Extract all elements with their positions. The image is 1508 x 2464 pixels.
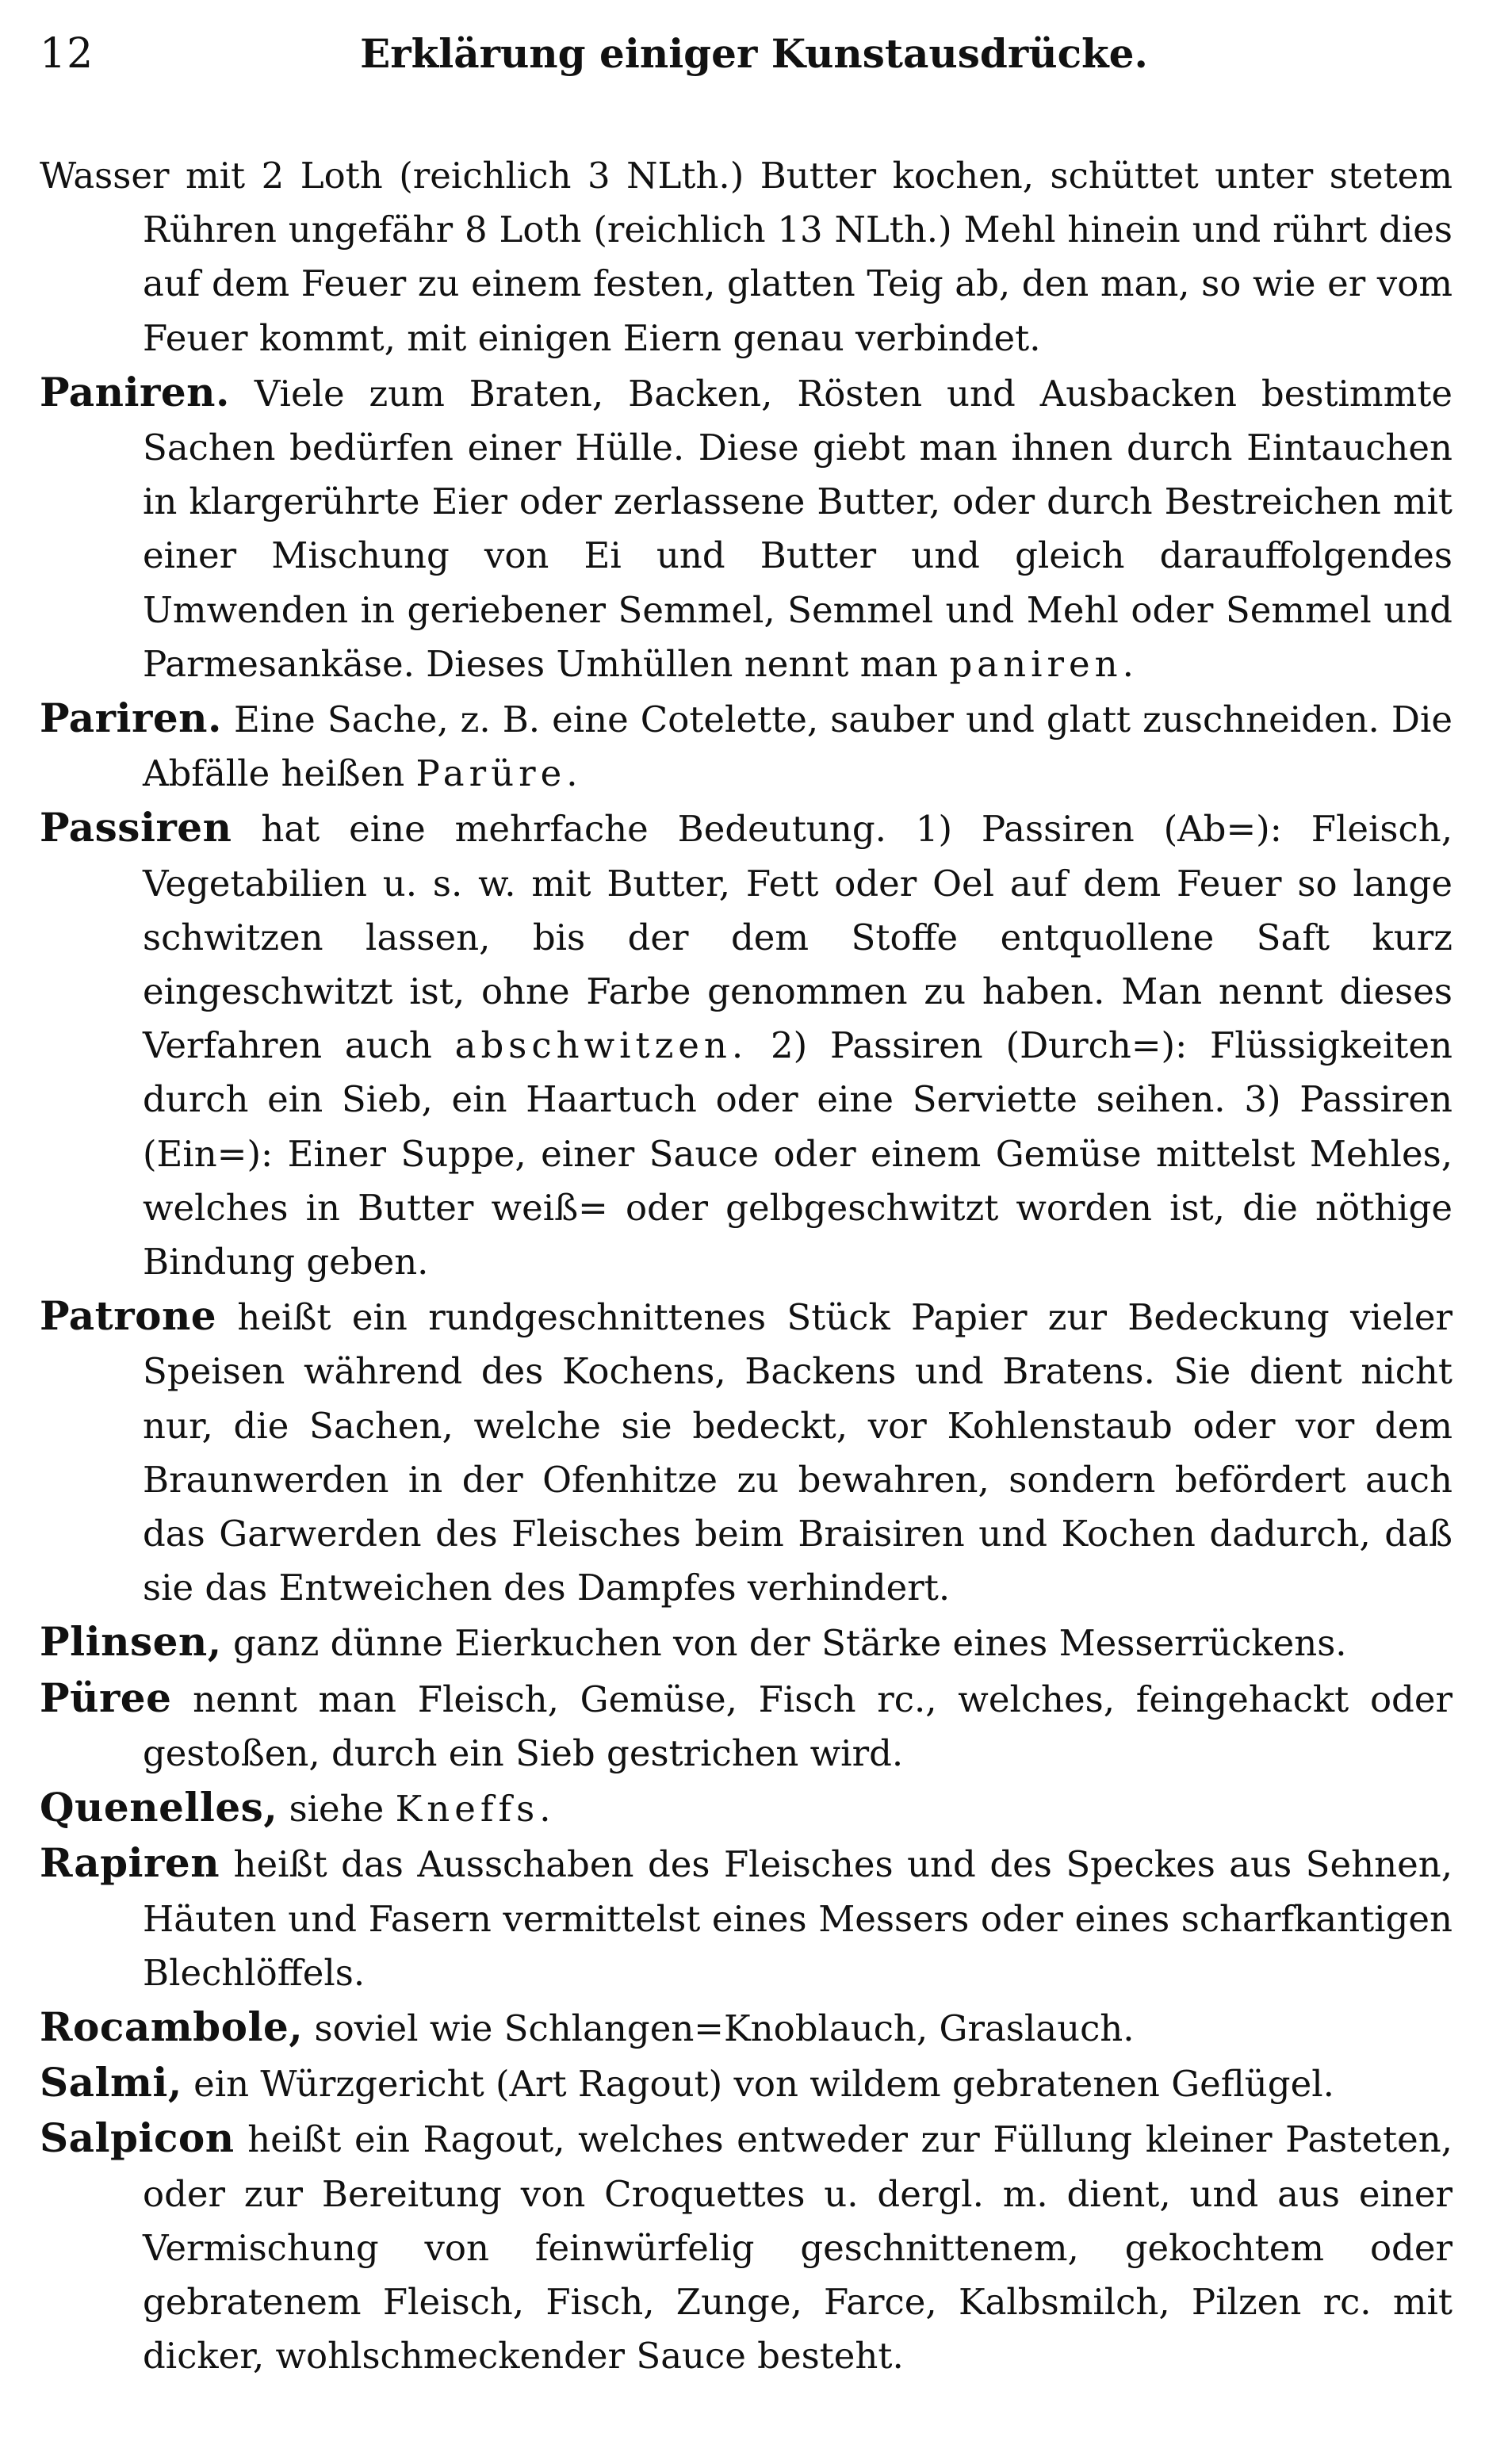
entry-text: nennt man Fleisch, Gemüse, Fisch rc., welches, feingehackt oder gestoßen, durch ein Sieb gestrichen wird. [143,1678,1453,1774]
page-number: 12 [40,30,94,78]
page-header [40,30,1453,101]
entry-spaced-word: Kneffs. [395,1788,556,1831]
entry-term: Salpicon [40,2114,235,2162]
entry-term: Salmi, [40,2059,182,2106]
entry-term: Rapiren [40,1839,220,1887]
entry-text-tail: 2) Passiren (Durch=): Flüssigkeiten durch ein Sieb, ein Haartuch oder eine Serviette seihen. 3) Passiren (Ein=): Einer Suppe, einer Sauce oder einem Gemüse mittelst Mehles, welches in Butter weiß= oder gelbgeschwitzt worden ist, die nöthige Bindung geben. [143,1024,1453,1284]
entry-spaced-word: Parüre. [415,752,583,795]
entry-text: Wasser mit 2 Loth (reichlich 3 NLth.) Butter kochen, schüttet unter stetem Rühren ungefähr 8 Loth (reichlich 13 NLth.) Mehl hinein und rührt dies auf dem Feuer zu einem festen, glatten Teig ab, den man, so wie er vom Feuer kommt, mit einigen Eiern genau verbindet. [40,155,1453,359]
entry-spaced-word: paniren. [949,642,1139,685]
entry-text: ein Würzgericht (Art Ragout) von wildem gebratenen Geflügel. [193,2063,1334,2106]
entry-text: Viele zum Braten, Backen, Rösten und Ausbacken bestimmte Sachen bedürfen einer Hülle. Diese giebt man ihnen durch Eintauchen in klargerührte Eier oder zerlassene Butter, oder durch Bestreichen mit einer Mischung von Ei und Butter und gleich darauffolgendes Umwenden in geriebener Semmel, Semmel und Mehl oder Semmel und Parmesankäse. Dieses Umhüllen nennt man [143,372,1453,685]
entry-term: Patrone [40,1292,217,1340]
glossary-entry-continuation [40,147,1453,365]
glossary-entry-rapiren [40,1836,1453,2000]
glossary-entry-paniren [40,365,1453,691]
entry-spaced-word: abschwitzen. [454,1024,748,1067]
glossary-entry-plinsen [40,1615,1453,1670]
glossary-entry-puree [40,1671,1453,1781]
entry-term: Püree [40,1674,172,1721]
entry-text: hat eine mehrfache Bedeutung. 1) Passiren (Ab=): Fleisch, Vegetabilien u. s. w. mit Butter, Fett oder Oel auf dem Feuer so lange schwitzen lassen, bis der dem Stoffe entquollene Saft kurz eingeschwitzt ist, ohne Farbe genommen zu haben. Man nennt dieses Verfahren auch [143,808,1453,1067]
entry-text: heißt ein rundgeschnittenes Stück Papier zur Bedeckung vieler Speisen während des Kochens, Backens und Bratens. Sie dient nicht nur, die Sachen, welche sie bedeckt, vor Kohlenstaub oder vor dem Braunwerden in der Ofenhitze zu bewahren, sondern befördert auch das Garwerden des Fleisches beim Braisiren und Kochen dadurch, daß sie das Entweichen des Dampfes verhindert. [143,1296,1453,1609]
entry-term: Passiren [40,804,232,851]
entry-term: Plinsen, [40,1618,222,1666]
glossary-entry-salmi [40,2056,1453,2111]
glossary-entry-pariren [40,691,1453,801]
entry-text: soviel wie Schlangen=Knoblauch, Graslauch. [314,2007,1135,2049]
entry-text: siehe [289,1788,385,1831]
glossary-entry-patrone [40,1289,1453,1615]
entry-text: heißt das Ausschaben des Fleisches und des Speckes aus Sehnen, Häuten und Fasern vermittelst eines Messers oder eines scharfkantigen Blechlöffels. [143,1843,1453,1994]
entry-term: Pariren. [40,694,222,742]
glossary-entry-salpicon [40,2111,1453,2383]
entry-text: ganz dünne Eierkuchen von der Stärke eines Messerrückens. [232,1622,1347,1665]
entry-text: Eine Sache, z. B. eine Cotelette, sauber und glatt zuschneiden. Die Abfälle heißen [143,698,1453,795]
glossary-entry-quenelles [40,1781,1453,1836]
entry-term: Quenelles, [40,1784,278,1831]
running-head: Erklärung einiger Kunstausdrücke. [360,30,1148,77]
entry-text: heißt ein Ragout, welches entweder zur Füllung kleiner Pasteten, oder zur Bereitung von Croquettes u. dergl. m. dient, und aus einer Vermischung von feinwürfelig geschnittenem, gekochtem oder gebratenem Fleisch, Fisch, Zunge, Farce, Kalbsmilch, Pilzen rc. mit dicker, wohlschmeckender Sauce besteht. [143,2118,1453,2378]
glossary-entry-rocambole [40,2000,1453,2056]
glossary-entries [40,147,1453,2383]
entry-term: Rocambole, [40,2003,304,2050]
entry-term: Paniren. [40,368,230,415]
glossary-entry-passiren [40,801,1453,1289]
